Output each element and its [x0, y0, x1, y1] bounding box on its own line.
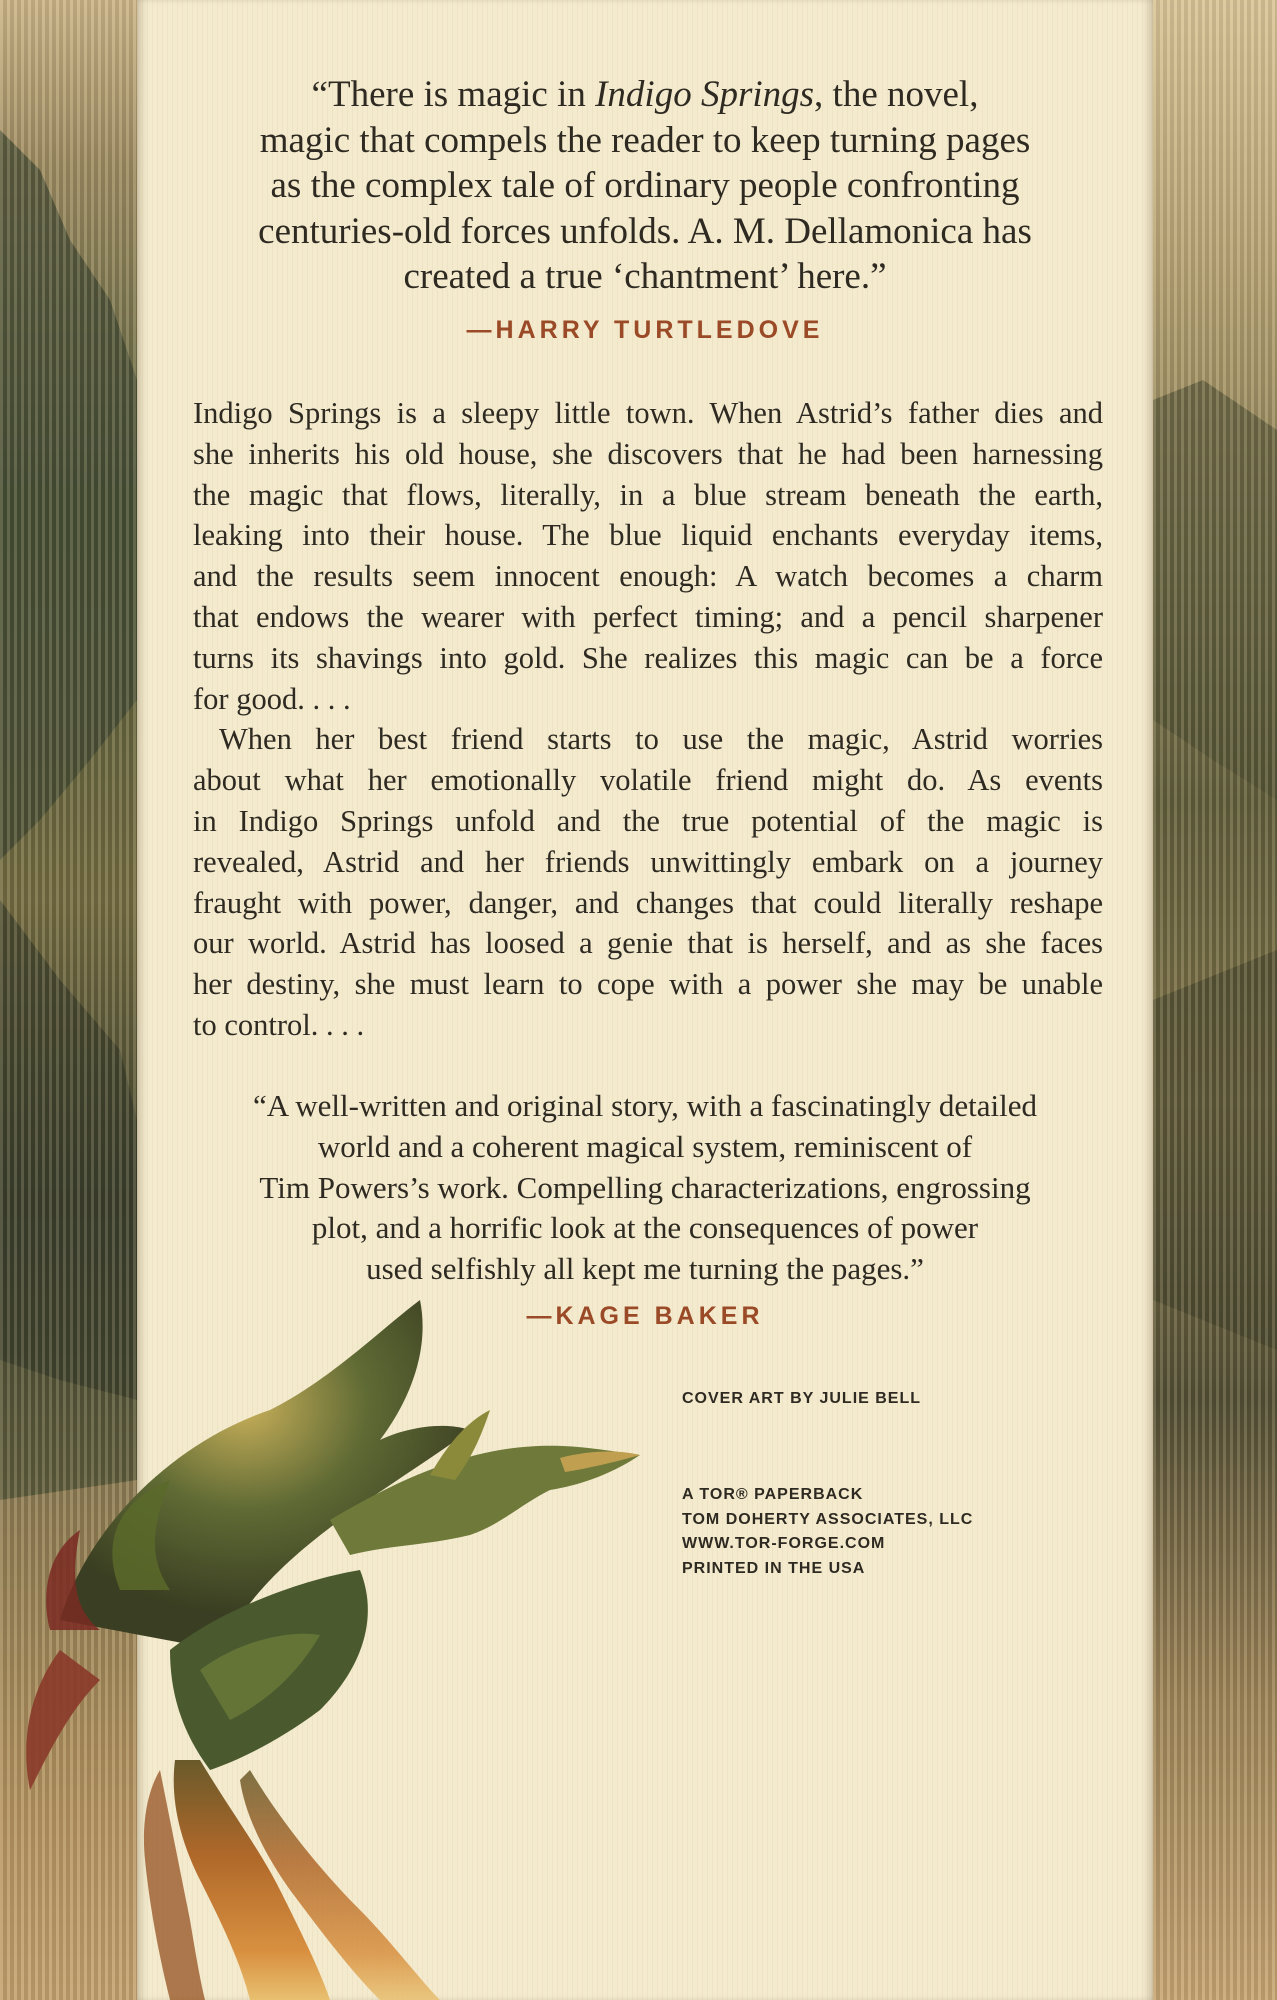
book-title-italic: Indigo Springs: [595, 74, 815, 115]
synopsis-paragraph-2: When her best friend starts to use the magic, Astrid worries about what her emotionally volatile friend might do. As events in Indigo Springs unfold and the true potential of the magic is revealed, Astrid and her friends unwittingly embark on a journey fraught with power, danger, and changes that could literally reshape our world. Astrid has loosed a genie that is herself, and as she faces her destiny, she must learn to cope with a power she may be unable to control. . . .: [193, 722, 1103, 1042]
synopsis: [193, 393, 1103, 1046]
publisher-line: TOM DOHERTY ASSOCIATES, LLC: [682, 1510, 974, 1528]
baker-blurb: [177, 1086, 1113, 1290]
phoenix-illustration: [0, 1290, 660, 2000]
blurb-line: as the complex tale of ordinary people confronting: [270, 165, 1020, 206]
blurb-line: used selfishly all kept me turning the pages.”: [366, 1251, 924, 1287]
publisher-line: WWW.TOR-FORGE.COM: [682, 1535, 886, 1552]
blurb-line: centuries-old forces unfolds. A. M. Dellamonica has: [258, 210, 1032, 252]
blurb-line: plot, and a horrific look at the consequences of power: [311, 1210, 979, 1246]
synopsis-paragraph-1: Indigo Springs is a sleepy little town. When Astrid’s father dies and she inherits his old house, she discovers that he had been harnessing the magic that flows, literally, in a blue stream beneath the earth, leaking into their house. The blue liquid enchants everyday items, and the results seem innocent enough: A watch becomes a charm that endows the wearer with perfect timing; and a pencil sharpener turns its shavings into gold. She realizes this magic can be a force for good. . . .: [193, 396, 1103, 716]
blurb-line: Tim Powers’s work. Compelling characterizations, engrossing: [259, 1169, 1031, 1205]
turtledove-blurb: [207, 72, 1083, 300]
turtledove-attribution: —HARRY TURTLEDOVE: [466, 316, 824, 344]
publisher-line: PRINTED IN THE USA: [682, 1559, 866, 1577]
right-painted-border: [1153, 0, 1277, 2000]
blurb-line: created a true ‘chantment’ here.”: [403, 256, 887, 297]
blurb-line: world and a coherent magical system, reminiscent of: [317, 1128, 973, 1164]
blurb-line: magic that compels the reader to keep turning pages: [259, 119, 1031, 161]
blurb-line: “A well-written and original story, with a fascinatingly detailed: [253, 1088, 1037, 1123]
publisher-info: [682, 1483, 973, 1581]
blurb-line: “There is magic in Indigo Springs, the novel,: [311, 74, 979, 115]
publisher-line: A TOR® PAPERBACK: [682, 1486, 864, 1503]
baker-attribution: —KAGE BAKER: [526, 1302, 764, 1330]
cover-art-credit: COVER ART BY JULIE BELL: [682, 1390, 922, 1407]
